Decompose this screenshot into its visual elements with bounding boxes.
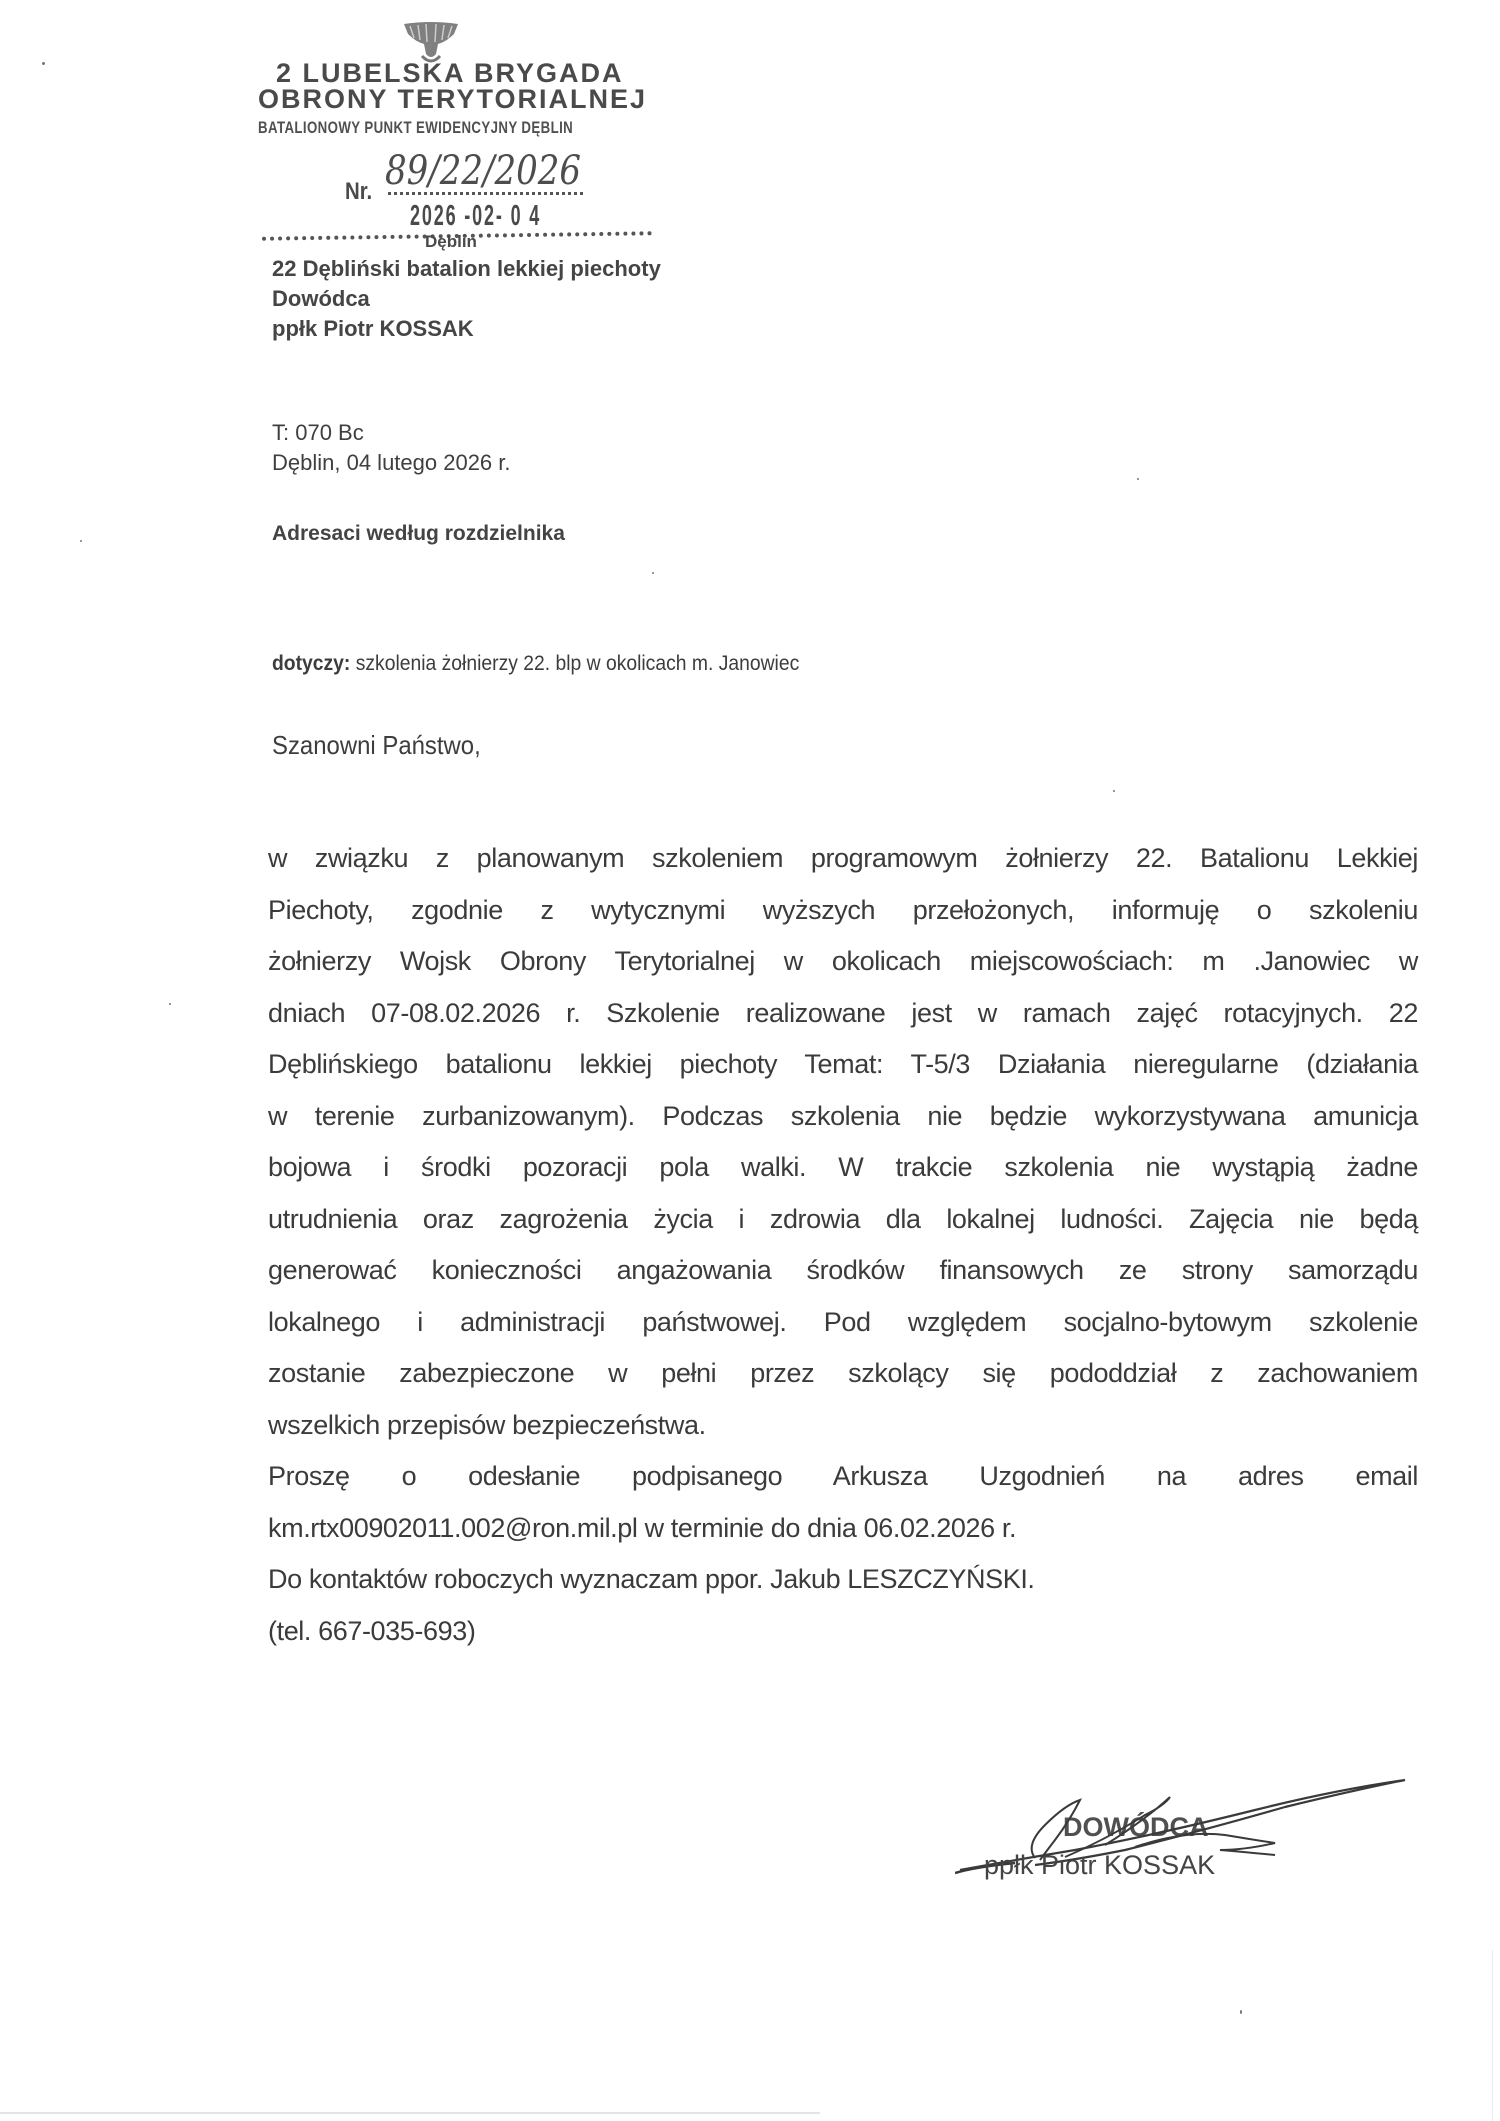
sender-role: Dowódca (272, 286, 370, 311)
scan-speck (80, 540, 82, 542)
body-line: generować konieczności angażowania środków finansowych ze strony samorządu (268, 1255, 1418, 1285)
body-line: żołnierzy Wojsk Obrony Terytorialnej w okolicach miejscowościach: m .Janowiec w (268, 946, 1418, 976)
body-line-contact: Do kontaktów roboczych wyznaczam ppor. Jakub LESZCZYŃSKI. (268, 1564, 1035, 1594)
subject-text: szkolenia żołnierzy 22. blp w okolicach m. Janowiec (350, 652, 800, 675)
scan-speck (1137, 478, 1139, 480)
signature-title: DOWÓDCA (1063, 1812, 1209, 1842)
scan-speck (169, 1003, 171, 1005)
stamp-line-territorial: OBRONY TERYTORIALNEJ (258, 84, 648, 114)
body-line: dniach 07-08.02.2026 r. Szkolenie realizowane jest w ramach zajęć rotacyjnych. 22 (268, 997, 1418, 1028)
scan-edge-line (0, 2112, 820, 2114)
body-line: utrudnienia oraz zagrożenia życia i zdrowia dla lokalnej ludności. Zajęcia nie będą (268, 1203, 1418, 1234)
body-line: w terenie zurbanizowanym). Podczas szkolenia nie będzie wykorzystywana amunicja (268, 1100, 1418, 1131)
body-line: Piechoty, zgodnie z wytycznymi wyższych przełożonych, informuję o szkoleniu (268, 894, 1418, 925)
stamp-date: 2026 -02- 0 4 (410, 200, 542, 232)
body-line: w związku z planowanym szkoleniem programowym żołnierzy 22. Batalionu Lekkiej (268, 843, 1418, 873)
scan-speck (652, 572, 654, 574)
subject-line (272, 652, 799, 676)
stamp-line-unit: BATALIONOWY PUNKT EWIDENCYJNY DĘBLIN (258, 118, 574, 137)
addressee: Adresaci według rozdzielnika (272, 522, 565, 545)
stamp-city: Dęblin (425, 232, 477, 251)
scan-speck (42, 62, 45, 65)
body-line: Proszę o odesłanie podpisanego Arkusza Uzgodnień na adres email (268, 1461, 1418, 1491)
scan-speck (1240, 2010, 1242, 2014)
scan-speck (1113, 790, 1115, 792)
letter-body (268, 833, 1418, 1657)
signature-name: ppłk Piotr KOSSAK (984, 1850, 1216, 1880)
body-line-email: km.rtx00902011.002@ron.mil.pl w terminie do dnia 06.02.2026 r. (268, 1512, 1017, 1543)
body-line: zostanie zabezpieczone w pełni przez szkolący się pododdział z zachowaniem (268, 1358, 1418, 1388)
stamp-line-brigade: 2 LUBELSKA BRYGADA (276, 58, 624, 88)
body-line: lokalnego i administracji państwowej. Pod względem socjalno-bytowym szkolenie (268, 1306, 1418, 1337)
body-line: bojowa i środki pozoracji pola walki. W trakcie szkolenia nie wystąpią żadne (268, 1152, 1418, 1182)
body-line: wszelkich przepisów bezpieczeństwa. (268, 1409, 706, 1440)
body-line: Dęblińskiego batalionu lekkiej piechoty Temat: T-5/3 Działania nieregularne (działania (268, 1049, 1418, 1079)
body-line-phone: (tel. 667-035-693) (268, 1615, 476, 1646)
subject-label: dotyczy: (272, 652, 351, 675)
stamp-nr-dotted-line (388, 192, 583, 195)
reference-number: T: 070 Bc (272, 420, 364, 445)
stamp-nr-label: Nr. (345, 178, 373, 205)
sender-unit: 22 Dębliński batalion lekkiej piechoty (272, 256, 661, 281)
place-date: Dęblin, 04 lutego 2026 r. (272, 450, 511, 475)
salutation: Szanowni Państwo, (272, 730, 481, 760)
sender-name: ppłk Piotr KOSSAK (272, 316, 474, 341)
scan-edge-line (1492, 1950, 1493, 2121)
stamp-nr-value: 89/22/2026 (385, 148, 581, 194)
